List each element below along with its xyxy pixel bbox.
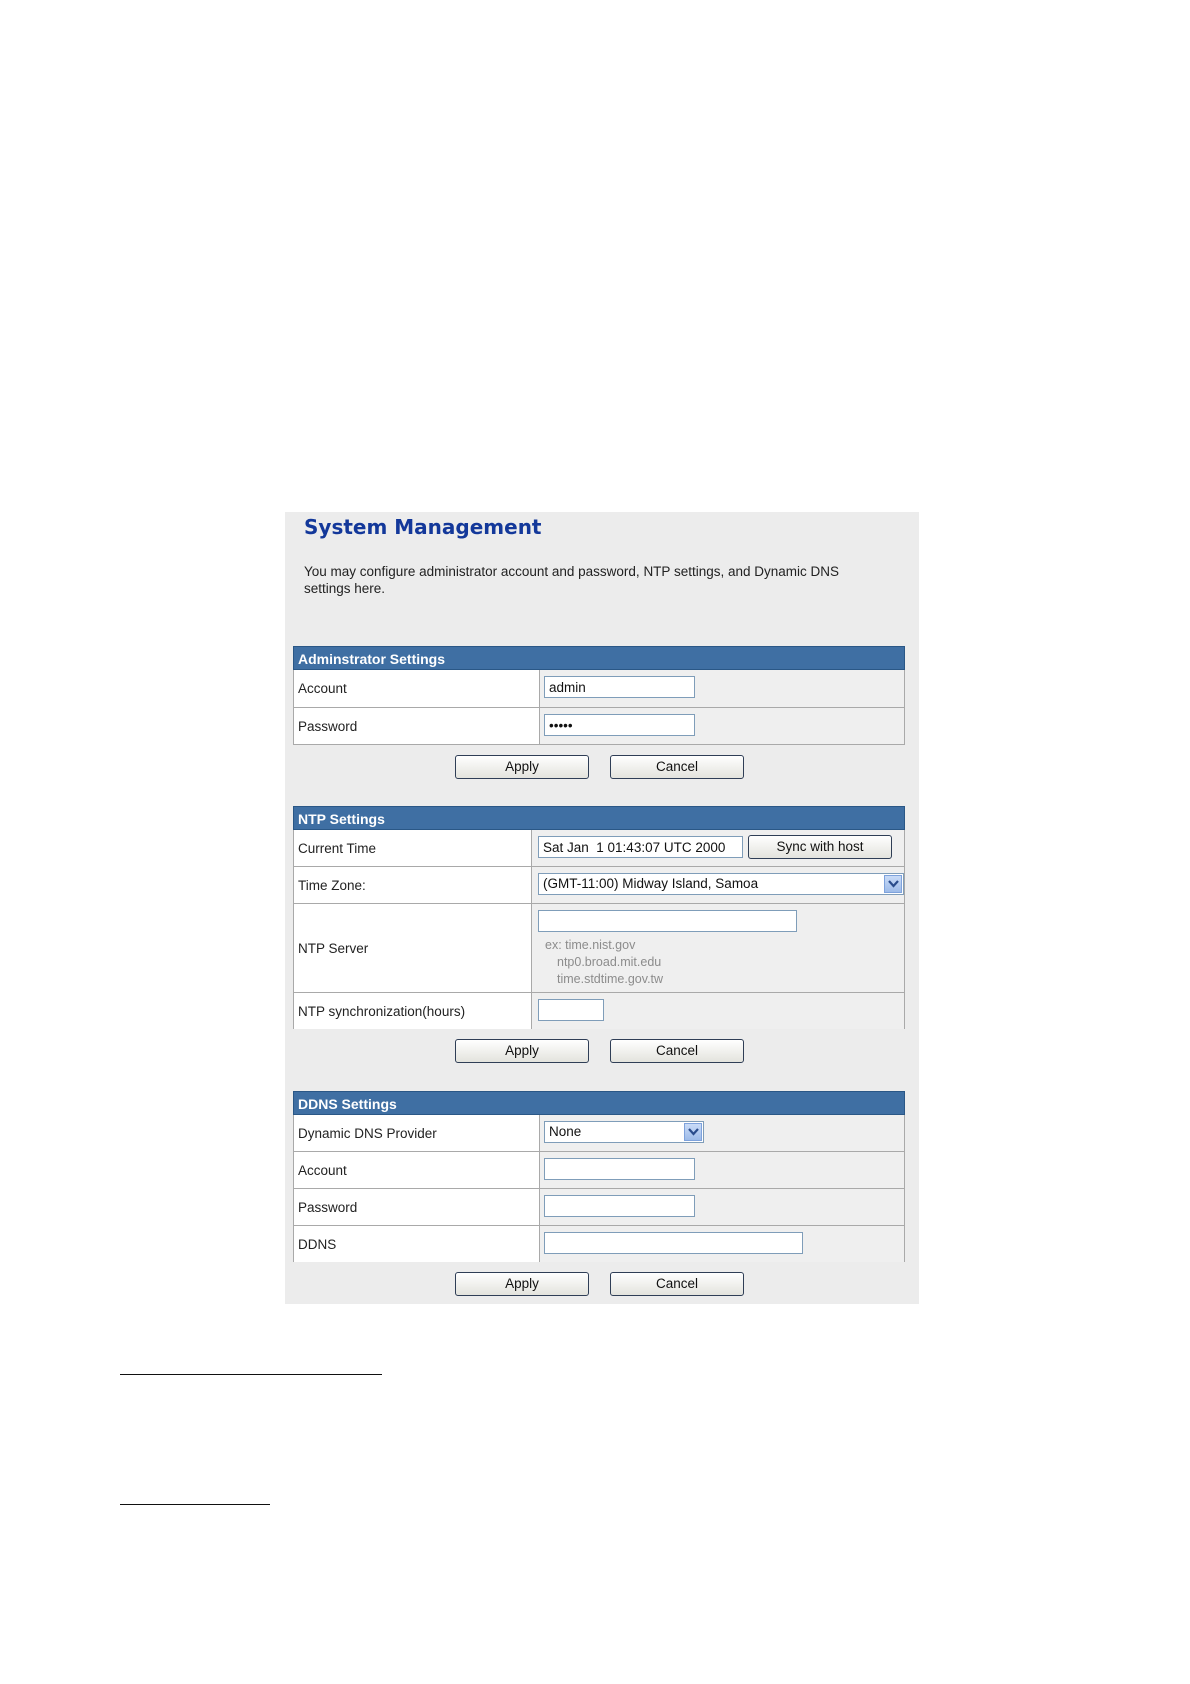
ddns-provider-select[interactable] [544, 1121, 704, 1143]
ntp-server-example-1: ex: time.nist.gov [545, 938, 636, 952]
admin-password-label: Password [293, 708, 540, 744]
current-time-input[interactable] [538, 836, 743, 858]
ntp-timezone-label: Time Zone: [293, 867, 532, 903]
ddns-account-cell [540, 1152, 905, 1188]
ntp-current-time-label: Current Time [293, 830, 532, 866]
admin-password-row [293, 708, 905, 745]
admin-apply-button[interactable]: Apply [455, 755, 589, 779]
page-title: System Management [304, 515, 542, 539]
ntp-sync-hours-cell [532, 993, 905, 1029]
ntp-timezone-row [293, 867, 905, 904]
ntp-settings-header: NTP Settings [293, 806, 905, 830]
ddns-provider-selected-value: None [549, 1124, 582, 1139]
admin-account-label: Account [293, 670, 540, 707]
ntp-sync-hours-input[interactable] [538, 999, 604, 1021]
ntp-current-time-row [293, 830, 905, 867]
ntp-server-example-3: time.stdtime.gov.tw [557, 972, 664, 986]
ddns-account-label: Account [293, 1152, 540, 1188]
ddns-hostname-label: DDNS [293, 1226, 540, 1262]
admin-account-cell [540, 670, 905, 707]
admin-password-cell [540, 708, 905, 744]
ntp-sync-hours-row [293, 993, 905, 1029]
admin-settings-header: Adminstrator Settings [293, 646, 905, 670]
ddns-hostname-input[interactable] [544, 1232, 803, 1254]
page-description: You may configure administrator account and password, NTP settings, and Dynamic DNS settings here. [304, 564, 840, 596]
ddns-settings-header: DDNS Settings [293, 1091, 905, 1115]
ntp-timezone-cell [532, 867, 905, 903]
timezone-select[interactable] [538, 873, 904, 895]
ddns-password-input[interactable] [544, 1195, 695, 1217]
chevron-down-icon[interactable] [684, 1123, 702, 1141]
ddns-hostname-cell [540, 1226, 905, 1262]
ddns-provider-cell [540, 1115, 905, 1151]
underline-rule-1 [120, 1374, 382, 1375]
ntp-server-row [293, 904, 905, 993]
ntp-server-example-2: ntp0.broad.mit.edu [557, 955, 662, 969]
admin-cancel-button[interactable]: Cancel [610, 755, 744, 779]
chevron-down-icon[interactable] [884, 875, 902, 893]
ddns-password-row [293, 1189, 905, 1226]
admin-account-row [293, 670, 905, 708]
ddns-hostname-row [293, 1226, 905, 1262]
ntp-apply-button[interactable]: Apply [455, 1039, 589, 1063]
system-management-panel [285, 512, 919, 1304]
ddns-account-row [293, 1152, 905, 1189]
timezone-selected-value: (GMT-11:00) Midway Island, Samoa [543, 876, 759, 891]
ddns-password-label: Password [293, 1189, 540, 1225]
underline-rule-2 [120, 1504, 270, 1505]
admin-password-input[interactable] [544, 714, 695, 736]
ntp-server-input[interactable] [538, 910, 797, 932]
ntp-sync-hours-label: NTP synchronization(hours) [293, 993, 532, 1029]
ddns-account-input[interactable] [544, 1158, 695, 1180]
ddns-apply-button[interactable]: Apply [455, 1272, 589, 1296]
ntp-cancel-button[interactable]: Cancel [610, 1039, 744, 1063]
ddns-cancel-button[interactable]: Cancel [610, 1272, 744, 1296]
ntp-server-cell [532, 904, 905, 992]
admin-account-input[interactable] [544, 676, 695, 698]
ddns-password-cell [540, 1189, 905, 1225]
ntp-server-label: NTP Server [293, 904, 532, 992]
sync-with-host-button[interactable]: Sync with host [748, 835, 892, 859]
ddns-provider-row [293, 1115, 905, 1152]
ddns-provider-label: Dynamic DNS Provider [293, 1115, 540, 1151]
ntp-current-time-cell [532, 830, 905, 866]
